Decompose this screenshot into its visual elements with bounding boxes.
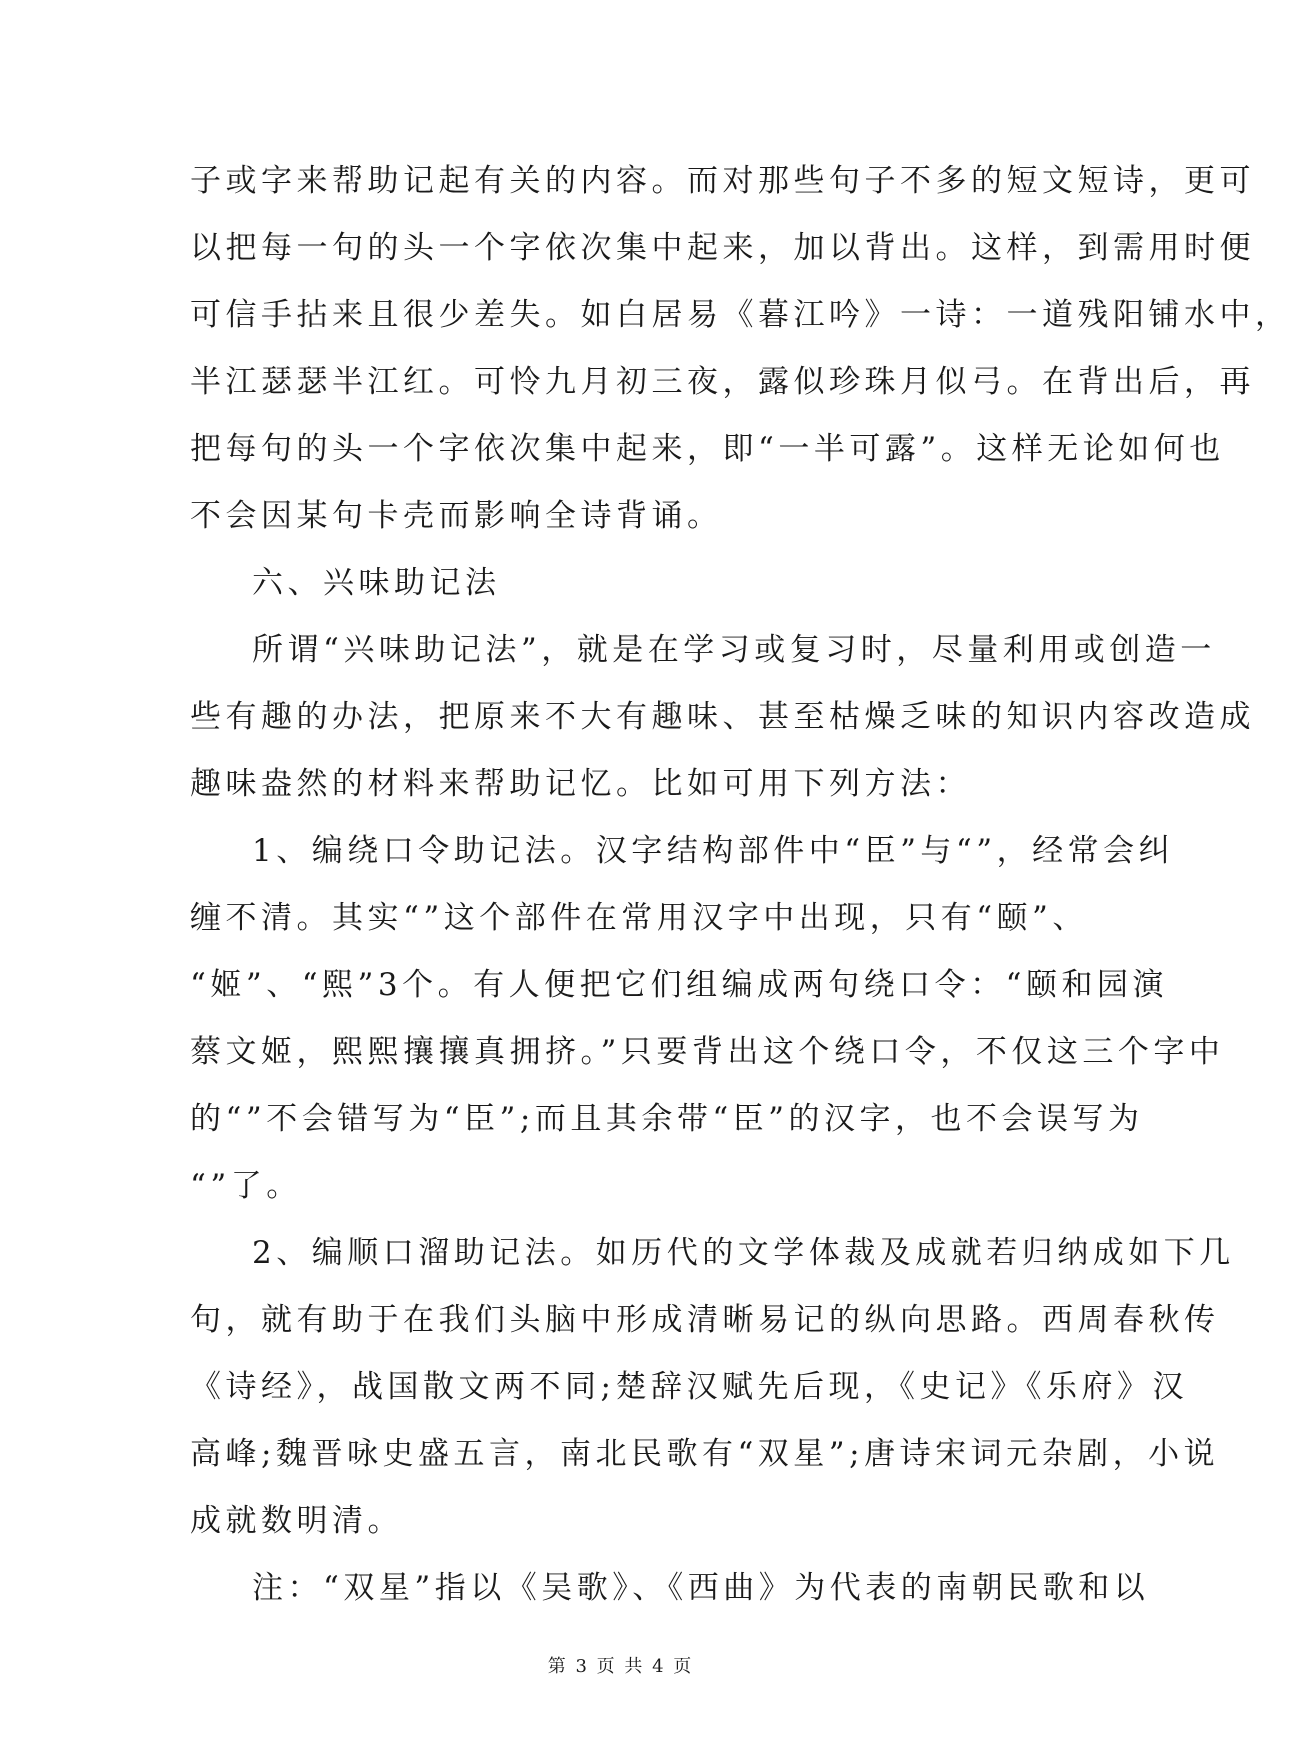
paragraph-intro: [190, 617, 1255, 818]
section-heading: [190, 550, 1050, 617]
document-body: [190, 148, 1291, 1622]
text-line: 蔡文姬，熙熙攘攘真拥挤。”只要背出这个绕口令，不仅这三个字中: [190, 1034, 1225, 1070]
page-footer: [0, 1652, 1241, 1678]
paragraph-method-2: [190, 1220, 1235, 1555]
text-line: 以把每一句的头一个字依次集中起来，加以背出。这样，到需用时便: [190, 230, 1255, 266]
text-line: 句，就有助于在我们头脑中形成清晰易记的纵向思路。西周春秋传: [190, 1302, 1220, 1338]
paragraph-method-1: [190, 818, 1225, 1220]
text-line: 2、编顺口溜助记法。如历代的文学体裁及成就若归纳成如下几: [252, 1235, 1235, 1271]
page-number: 第 3 页 共 4 页: [547, 1656, 694, 1677]
text-line: “姬”、“熙”3个。有人便把它们组编成两句绕口令：“颐和园演: [190, 967, 1168, 1003]
text-line: 《诗经》，战国散文两不同;楚辞汉赋先后现，《史记》《乐府》汉: [190, 1369, 1188, 1405]
text-line: 缠不清。其实“”这个部件在常用汉字中出现，只有“颐”、: [190, 900, 1088, 936]
text-line: 把每句的头一个字依次集中起来，即“一半可露”。这样无论如何也: [190, 431, 1225, 467]
text-line: 1、编绕口令助记法。汉字结构部件中“臣”与“”，经常会纠: [252, 833, 1175, 869]
paragraph-note: [190, 1555, 1150, 1622]
text-line: “”了。: [190, 1168, 302, 1204]
text-line: 成就数明清。: [190, 1503, 403, 1539]
text-line: 高峰;魏晋咏史盛五言，南北民歌有“双星”;唐诗宋词元杂剧，小说: [190, 1436, 1220, 1472]
text-line: 些有趣的办法，把原来不大有趣味、甚至枯燥乏味的知识内容改造成: [190, 699, 1255, 735]
text-line: 可信手拈来且很少差失。如白居易《暮江吟》一诗：一道残阳铺水中，: [190, 297, 1291, 333]
text-line: 半江瑟瑟半江红。可怜九月初三夜，露似珍珠月似弓。在背出后，再: [190, 364, 1255, 400]
text-line: 所谓“兴味助记法”，就是在学习或复习时，尽量利用或创造一: [252, 632, 1216, 668]
text-line: 不会因某句卡壳而影响全诗背诵。: [190, 498, 723, 534]
text-line: 的“”不会错写为“臣”;而且其余带“臣”的汉字，也不会误写为: [190, 1101, 1144, 1137]
text-line: 子或字来帮助记起有关的内容。而对那些句子不多的短文短诗，更可: [190, 163, 1255, 199]
paragraph-continuation: [190, 148, 1291, 550]
heading-text: 六、兴味助记法: [252, 565, 501, 601]
text-line: 趣味盎然的材料来帮助记忆。比如可用下列方法：: [190, 766, 971, 802]
text-line: 注：“双星”指以《吴歌》、《西曲》为代表的南朝民歌和以: [252, 1570, 1150, 1606]
